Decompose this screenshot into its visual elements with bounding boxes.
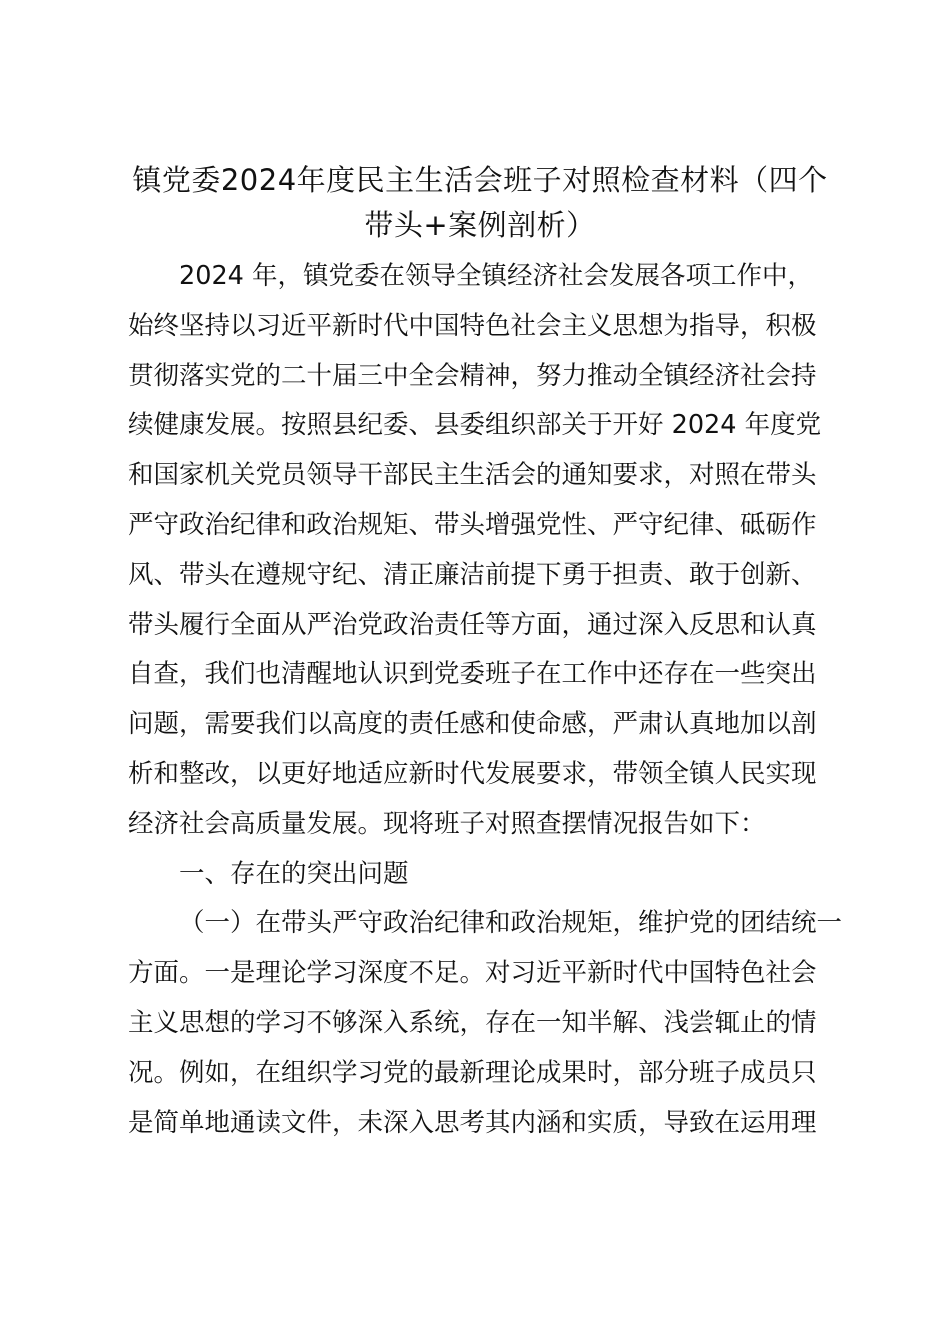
intro-line: 自查，我们也清醒地认识到党委班子在工作中还存在一些突出 xyxy=(128,659,817,690)
intro-line: 严守政治纪律和政治规矩、带头增强党性、严守纪律、砥砺作 xyxy=(128,509,817,540)
section-line: 是简单地通读文件，未深入思考其内涵和实质，导致在运用理 xyxy=(128,1107,817,1138)
document-body xyxy=(128,252,843,1148)
intro-line: 经济社会高质量发展。现将班子对照查摆情况报告如下： xyxy=(128,808,766,839)
title-line-2: 带头+案例剖析） xyxy=(364,208,596,242)
section-line: 方面。一是理论学习深度不足。对习近平新时代中国特色社会 xyxy=(128,958,817,989)
title-line-1: 镇党委2024年度民主生活会班子对照检查材料（四个 xyxy=(132,163,828,197)
intro-paragraph xyxy=(128,252,832,850)
intro-line: 风、带头在遵规守纪、清正廉洁前提下勇于担责、敢于创新、 xyxy=(128,559,817,590)
document-page xyxy=(128,158,843,1148)
intro-line: 始终坚持以习近平新时代中国特色社会主义思想为指导，积极 xyxy=(128,310,817,341)
intro-line: 2024 年，镇党委在领导全镇经济社会发展各项工作中， xyxy=(179,261,814,291)
section-line: 况。例如，在组织学习党的最新理论成果时，部分班子成员只 xyxy=(128,1057,817,1088)
document-title xyxy=(128,158,832,248)
section-line: 主义思想的学习不够深入系统，存在一知半解、浅尝辄止的情 xyxy=(128,1007,817,1038)
intro-line: 问题，需要我们以高度的责任感和使命感，严肃认真地加以剖 xyxy=(128,709,817,740)
section-paragraph xyxy=(128,899,843,1148)
section-heading: 一、存在的突出问题 xyxy=(179,858,409,889)
intro-line: 贯彻落实党的二十届三中全会精神，努力推动全镇经济社会持 xyxy=(128,360,817,391)
intro-line: 和国家机关党员领导干部民主生活会的通知要求，对照在带头 xyxy=(128,460,817,491)
intro-line: 续健康发展。按照县纪委、县委组织部关于开好 2024 年度党 xyxy=(128,410,822,441)
intro-line: 析和整改，以更好地适应新时代发展要求，带领全镇人民实现 xyxy=(128,758,817,789)
intro-line: 带头履行全面从严治党政治责任等方面，通过深入反思和认真 xyxy=(128,609,817,640)
section-line: （一）在带头严守政治纪律和政治规矩，维护党的团结统一 xyxy=(179,908,843,939)
